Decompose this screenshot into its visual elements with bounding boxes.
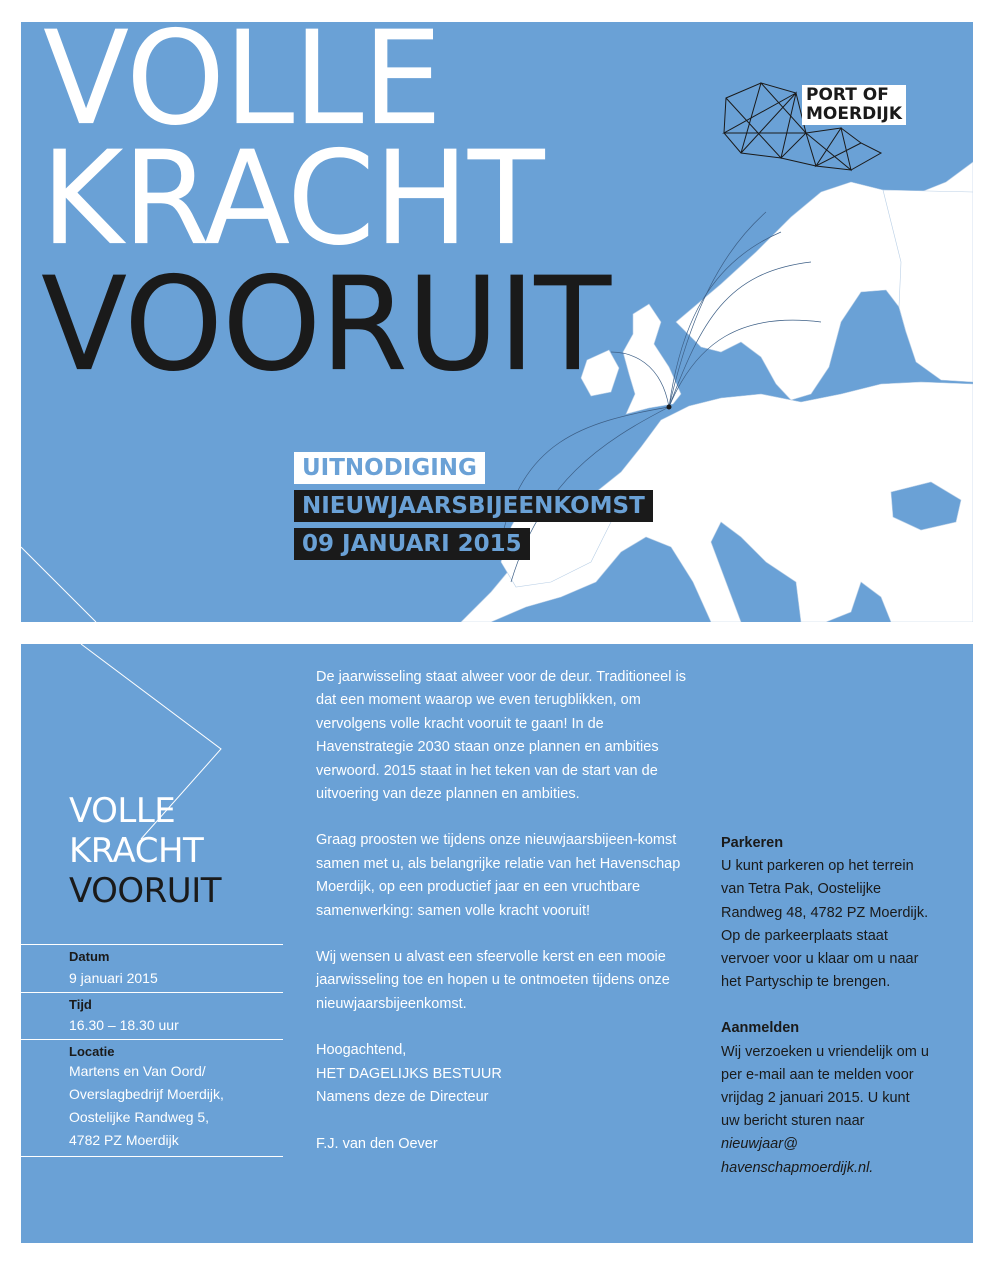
headline-line-3: VOORUIT (41, 248, 611, 401)
front-panel (21, 22, 973, 622)
register-body: Wij verzoeken u vriendelijk om u per e-mail aan te melden voor vrijdag 2 januari 2015. U kunt uw bericht sturen naar (721, 1043, 929, 1130)
letter-paragraph-1: De jaarwisseling staat alweer voor de deur. Traditioneel is dat een moment waarop we even terugblikken, om vervolgens volle kracht vooruit te gaan! In de Havenstrategie 2030 staan onze plannen en ambities verwoord. 2015 staat in het teken van de start van de uitvoering van deze plannen en ambities. (316, 669, 686, 803)
register-email-link[interactable]: nieuwjaar@ havenschapmoerdijk.nl. (721, 1136, 874, 1176)
tag-event: NIEUWJAARSBIJEENKOMST (294, 490, 653, 522)
time-label: Tijd (69, 997, 92, 1012)
letter-board: HET DAGELIJKS BESTUUR (316, 1065, 502, 1082)
logo-line-2: MOERDIJK (806, 104, 903, 124)
logo-label (802, 85, 906, 125)
letter-paragraph-2: Graag proosten we tijdens onze nieuwjaarsbijeen-komst samen met u, als belangrijke relatie van het Havenschap Moerdijk, op een productief jaar en een vruchtbare samenwerking: samen volle kracht vooruit! (316, 832, 681, 919)
time-value: 16.30 – 18.30 uur (69, 1017, 179, 1033)
back-headline-line-2: KRACHT (69, 831, 204, 871)
location-line-1: Martens en Van Oord/ (69, 1063, 206, 1079)
location-label: Locatie (69, 1044, 115, 1059)
register-text (721, 1041, 931, 1180)
back-panel (21, 644, 973, 1243)
location-line-2: Overslagbedrijf Moerdijk, (69, 1086, 224, 1102)
divider (21, 944, 283, 945)
moerdijk-marker (667, 405, 672, 410)
letter-paragraph-3: Wij wensen u alvast een sfeervolle kerst en een mooie jaarwisseling toe en hopen u te ontmoeten tijdens onze nieuwjaarsbijeenkomst. (316, 949, 670, 1012)
letter-greeting: Hoogachtend, (316, 1042, 407, 1059)
register-heading: Aanmelden (721, 1020, 800, 1037)
logo-line-1: PORT OF (806, 85, 889, 105)
tag-date: 09 JANUARI 2015 (294, 528, 530, 560)
parking-text: U kunt parkeren op het terrein van Tetra Pak, Oostelijke Randweg 48, 4782 PZ Moerdijk. Op de parkeerplaats staat vervoer voor u klaar om u naar het Partyschip te brengen. (721, 858, 929, 991)
divider (21, 1039, 283, 1040)
chevron-line (21, 547, 96, 622)
headline-line-1: VOLLE (43, 22, 442, 155)
letter-body (316, 666, 686, 1156)
location-line-4: 4782 PZ Moerdijk (69, 1132, 179, 1148)
parking-heading: Parkeren (721, 835, 784, 851)
date-label: Datum (69, 949, 110, 964)
letter-signatory: F.J. van den Oever (316, 1135, 438, 1152)
headline-line-2: KRACHT (41, 122, 544, 275)
back-headline-line-1: VOLLE (69, 791, 176, 831)
divider (21, 1156, 283, 1157)
divider (21, 992, 283, 993)
location-line-3: Oostelijke Randweg 5, (69, 1109, 210, 1125)
side-column (721, 832, 931, 1180)
date-value: 9 januari 2015 (69, 970, 158, 986)
back-headline-line-3: VOORUIT (69, 871, 221, 911)
letter-on-behalf: Namens deze de Directeur (316, 1089, 489, 1106)
tag-invitation: UITNODIGING (294, 452, 485, 484)
